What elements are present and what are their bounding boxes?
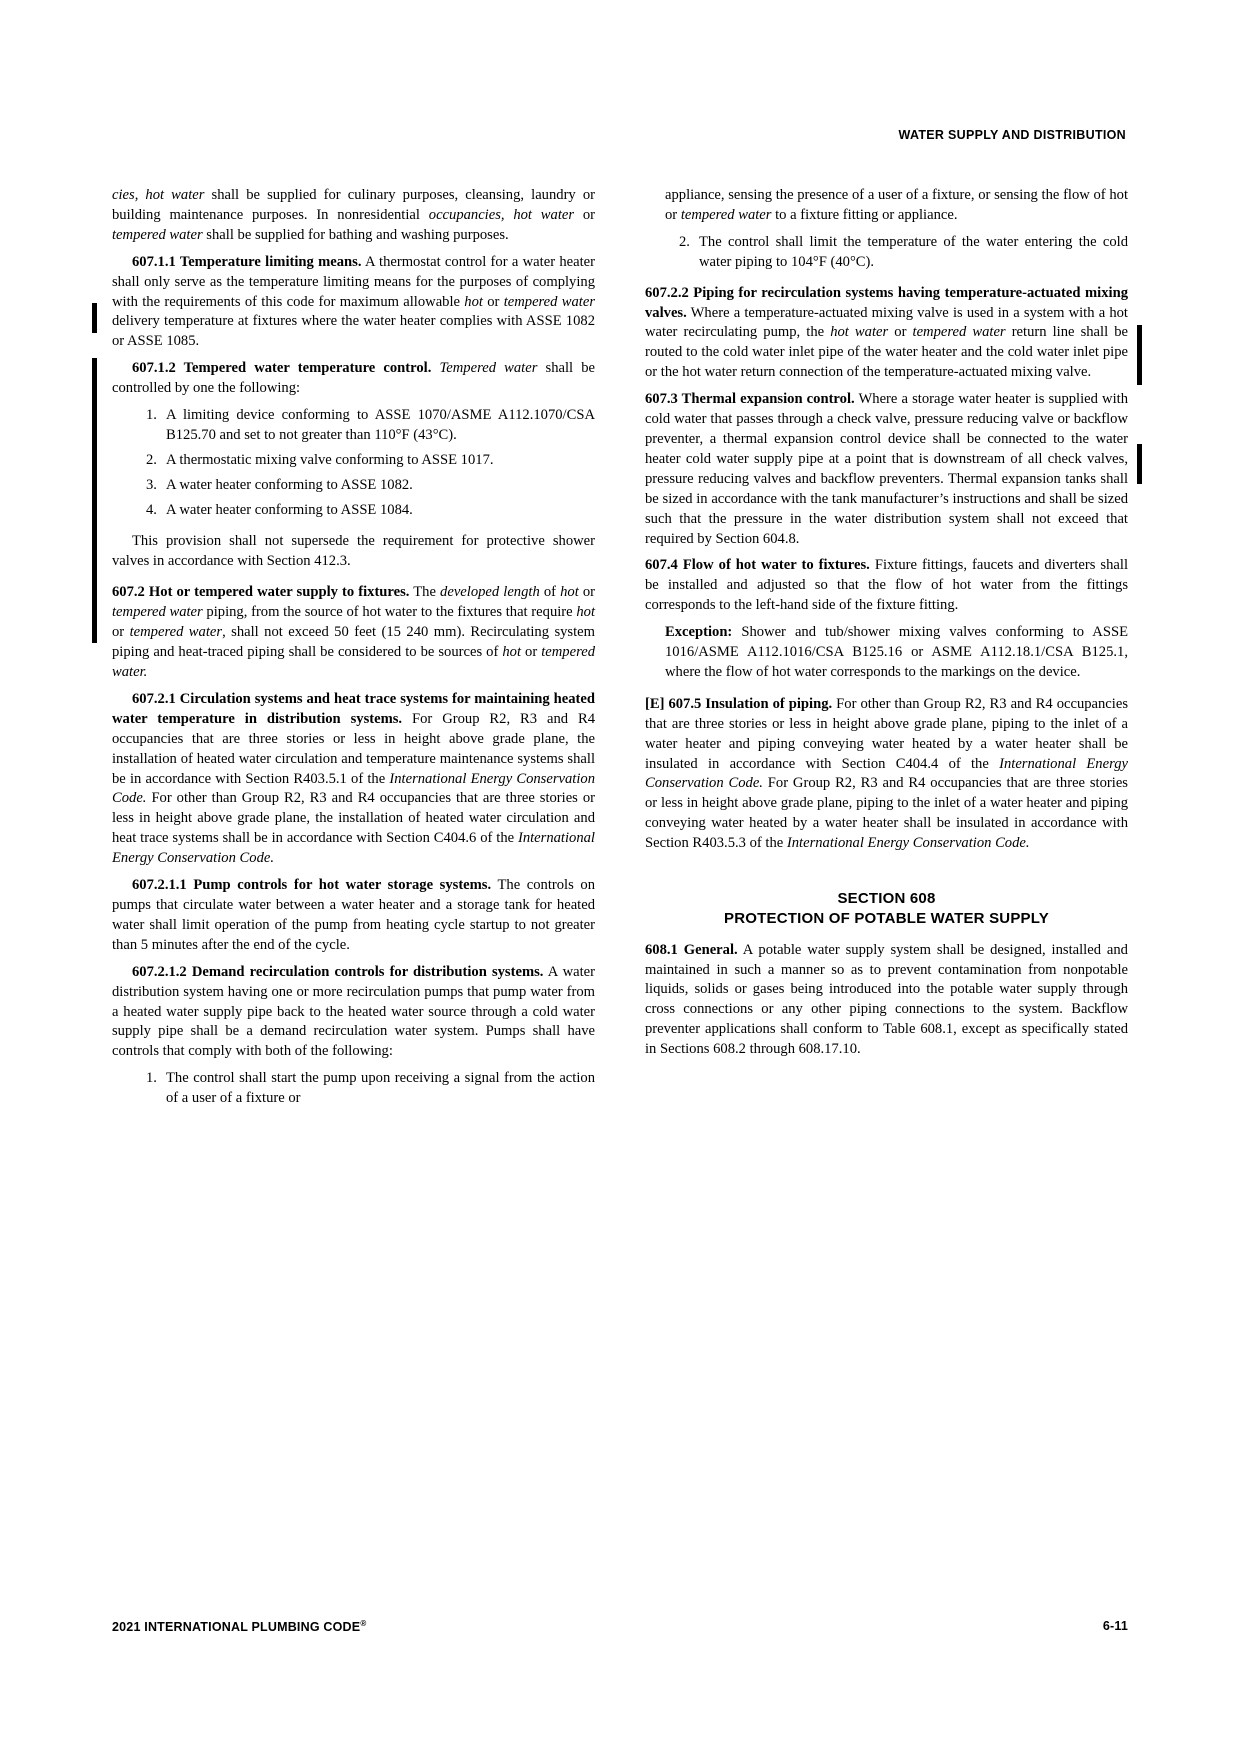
change-bar [92, 303, 97, 333]
list-item-number: 4. [146, 501, 157, 518]
section-607-2-2: 607.2.2 Piping for recirculation systems having temperature-actuated mixing valves. Where a temperature-actuated mixing valve is used in a system with a hot water recirculating pump, the hot water or tempered water return line shall be routed to the cold water inlet pipe of the water heater and the cold water inlet pipe or the hot water return connection of the temperature-actuated mixing valve. [645, 284, 1128, 381]
footer-page-number: 6-11 [1102, 1619, 1128, 1633]
section-607-1-1-label: 607.1.1 Temperature limiting means. [132, 253, 362, 270]
change-bar [1137, 444, 1142, 484]
section-608-1: 608.1 General. A potable water supply system shall be designed, installed and maintained in such a manner so as to prevent contamination from nonpotable liquids, solids or gases being introduced into the potable water supply through cross connections or any other piping connections to the system. Backflow preventer applications shall conform to Table 608.1, except as specifically stated in Sections 608.2 through 608.17.10. [645, 941, 1128, 1058]
section-607-3-label: 607.3 Thermal expansion control. [645, 391, 855, 408]
section-607-2-1-label: 607.2.1 Circulation systems and heat trace systems for maintaining heated water temperature in distribution systems. [112, 690, 595, 727]
section-607-2-1-1-label: 607.2.1.1 Pump controls for hot water storage systems. [132, 877, 492, 894]
list-item-number: 2. [146, 451, 157, 468]
list-item-text: A thermostatic mixing valve conforming to ASSE 1017. [166, 451, 494, 468]
section-607-4: 607.4 Flow of hot water to fixtures. Fixture fittings, faucets and diverters shall be installed and adjusted so that the flow of hot water from the fittings corresponds to the left-hand side of the fixture fitting. [645, 557, 1128, 614]
section-607-2-1-2-label: 607.2.1.2 Demand recirculation controls for distribution systems. [132, 963, 544, 980]
list-item-text: A water heater conforming to ASSE 1084. [166, 501, 413, 518]
section-608-title: PROTECTION OF POTABLE WATER SUPPLY [724, 910, 1049, 928]
list-item-number: 1. [146, 407, 157, 424]
list-item-text: The control shall start the pump upon receiving a signal from the action of a user of a fixture or [166, 1070, 595, 1107]
list-item-text: A limiting device conforming to ASSE 1070/ASME A112.1070/CSA B125.70 and set to not greater than 110°F (43°C). [166, 407, 595, 443]
section-607-5-label: [E] 607.5 Insulation of piping. [645, 695, 833, 712]
paragraph-intro: cies, hot water shall be supplied for culinary purposes, cleansing, laundry or building maintenance purposes. In nonresidential occupancies, hot water or tempered water shall be supplied for bathing and washing purposes. [112, 187, 596, 243]
section-607-3: 607.3 Thermal expansion control. Where a storage water heater is supplied with cold water that passes through a check valve, pressure reducing valve or backflow preventer, a thermal expansion control device shall be connected to the water heater cold water supply pipe at a point that is downstream of all check valves, pressure reducing valves and backflow preventers. Thermal expansion tanks shall be sized in accordance with the tank manufacturer’s instructions and shall be sized such that the pressure in the water distribution system shall not exceed that required by Section 604.8. [645, 391, 1128, 547]
exception-paragraph: Exception: Shower and tub/shower mixing valves conforming to ASSE 1016/ASME A112.1016/CSA B125.16 or ASME A112.18.1/CSA B125.1, where the flow of hot water corresponds to the markings on the device. [665, 624, 1128, 680]
section-607-2-1-2: 607.2.1.2 Demand recirculation controls for distribution systems. A water distribution system having one or more recirculation pumps that pump water from a heated water supply pipe back to the heated water source through a cold water supply pipe shall be a demand recirculation water system. Pumps shall have controls that comply with both of the following: [112, 963, 595, 1060]
list-item-number: 3. [146, 476, 157, 493]
footer-registered-mark: ® [360, 1619, 367, 1628]
list-item [665, 233, 1128, 273]
left-column [112, 186, 595, 1109]
paragraph-continued: appliance, sensing the presence of a user of a fixture, or sensing the flow of hot or tempered water to a fixture fitting or appliance. [665, 187, 1128, 223]
footer-left-text: 2021 INTERNATIONAL PLUMBING CODE [112, 1620, 361, 1635]
right-column [645, 186, 1128, 1109]
list-item [132, 501, 595, 521]
list-item [132, 476, 595, 496]
section-607-1-2-label: 607.1.2 Tempered water temperature control. [132, 360, 432, 377]
paragraph-provision: This provision shall not supersede the requirement for protective shower valves in accordance with Section 412.3. [112, 532, 595, 569]
list-item-number: 2. [679, 233, 690, 250]
list-607-2-1-2 [132, 1069, 595, 1109]
exception-label: Exception: [665, 624, 733, 641]
section-607-1-2: 607.1.2 Tempered water temperature control. Tempered water shall be controlled by one the following: [112, 360, 595, 397]
list-item [132, 406, 595, 446]
footer-left [112, 1619, 366, 1634]
two-column-body [112, 186, 1128, 1109]
section-607-4-label: 607.4 Flow of hot water to fixtures. [645, 557, 870, 574]
section-607-2-2-label: 607.2.2 Piping for recirculation systems having temperature-actuated mixing valves. [645, 284, 1128, 321]
list-item-number: 1. [146, 1070, 157, 1087]
list-607-1-2 [132, 406, 595, 521]
paragraph-continued-wrap [665, 186, 1128, 226]
section-607-2-1: 607.2.1 Circulation systems and heat trace systems for maintaining heated water temperature in distribution systems. For Group R2, R3 and R4 occupancies that are three stories or less in height above grade plane, the installation of heated water circulation and temperature maintenance systems shall be in accordance with Section R403.5.1 of the International Energy Conservation Code. For other than Group R2, R3 and R4 occupancies that are three stories or less in height above grade plane, the installation of heated water circulation and heat trace systems shall be in accordance with Section C404.6 of the International Energy Conservation Code. [112, 690, 596, 867]
list-item [132, 451, 595, 471]
change-bar [92, 358, 97, 643]
list-607-2-1-2-continued [665, 233, 1128, 273]
page-footer [112, 1619, 1128, 1634]
list-item [132, 1069, 595, 1109]
section-607-1-1: 607.1.1 Temperature limiting means. A thermostat control for a water heater shall only serve as the temperature limiting means for the purposes of complying with the requirements of this code for maximum allowable hot or tempered water delivery temperature at fixtures where the water heater complies with ASSE 1082 or ASSE 1085. [112, 253, 595, 350]
section-608-number: SECTION 608 [837, 890, 936, 908]
list-item-text: The control shall limit the temperature of the water entering the cold water piping to 104°F (40°C). [699, 233, 1128, 270]
section-607-2: 607.2 Hot or tempered water supply to fixtures. The developed length of hot or tempered water piping, from the source of hot water to the fixtures that require hot or tempered water, shall not exceed 50 feet (15 240 mm). Recirculating system piping and heat-traced piping shall be considered to be sources of hot or tempered water. [112, 584, 595, 681]
change-bar [1137, 325, 1142, 385]
exception-block [665, 623, 1128, 683]
running-head: WATER SUPPLY AND DISTRIBUTION [898, 128, 1126, 142]
section-607-2-1-1: 607.2.1.1 Pump controls for hot water storage systems. The controls on pumps that circulate water between a water heater and a storage tank for heated water shall limit operation of the pump from heating cycle startup to not greater than 5 minutes after the end of the cycle. [112, 877, 595, 953]
section-608-1-label: 608.1 General. [645, 941, 738, 958]
section-607-2-label: 607.2 Hot or tempered water supply to fixtures. [112, 584, 410, 601]
section-607-5: [E] 607.5 Insulation of piping. For other than Group R2, R3 and R4 occupancies that are three stories or less in height above grade plane, piping to the inlet of a water heater and piping conveying water heated by a water heater shall be insulated in accordance with Section C404.4 of the International Energy Conservation Code. For Group R2, R3 and R4 occupancies that are three stories or less in height above grade plane, piping to the inlet of a water heater and piping conveying water heated by a water heater shall be insulated in accordance with Section R403.5.3 of the International Energy Conservation Code. [645, 695, 1128, 852]
list-item-text: A water heater conforming to ASSE 1082. [166, 476, 413, 493]
